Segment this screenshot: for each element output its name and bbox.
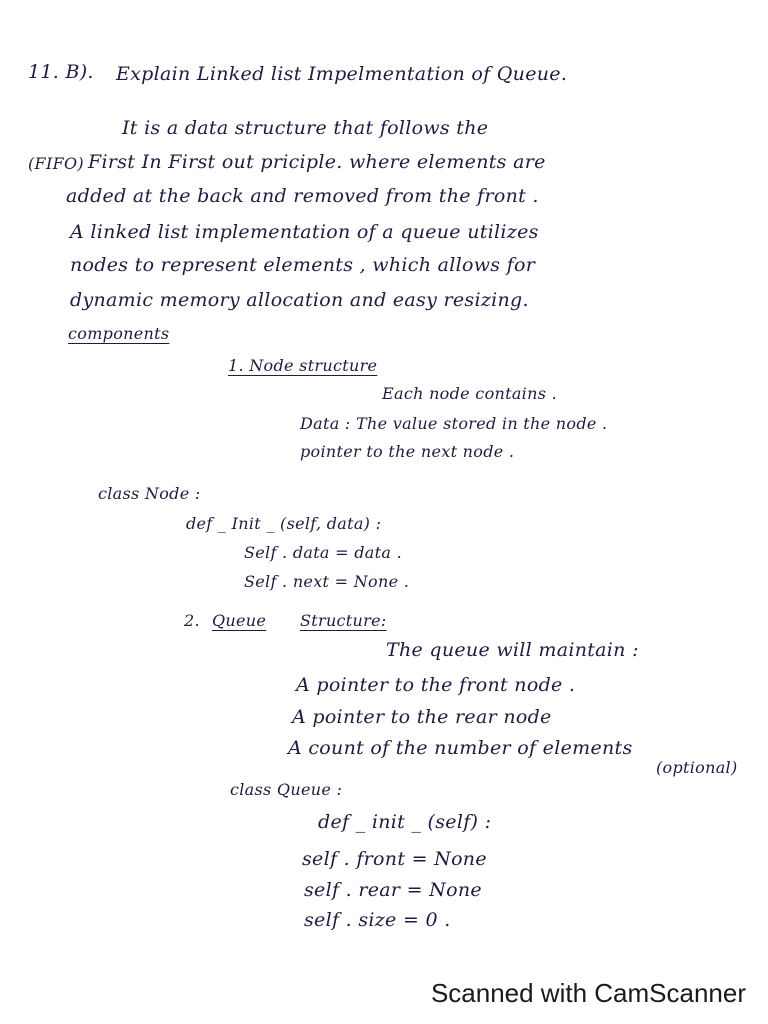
- node-structure-title: 1. Node structure: [228, 356, 378, 375]
- optional-note: (optional): [656, 758, 738, 777]
- queue-code-line-5: self . size = 0 .: [304, 909, 451, 931]
- queue-code-line-3: self . front = None: [302, 848, 487, 870]
- node-code-line-1: class Node :: [98, 484, 201, 503]
- queue-structure-number: 2.: [184, 611, 200, 630]
- intro-line-2: First In First out priciple. where elements are: [88, 151, 546, 173]
- queue-structure-line-1: The queue will maintain :: [386, 639, 639, 661]
- intro-line-1: It is a data structure that follows the: [122, 117, 489, 139]
- intro-line-6: dynamic memory allocation and easy resizing.: [70, 289, 529, 311]
- queue-structure-line-3: A pointer to the rear node: [292, 706, 552, 728]
- queue-code-line-2: def _ init _ (self) :: [318, 811, 492, 833]
- node-structure-line-2: Data : The value stored in the node .: [300, 414, 608, 433]
- queue-structure-word-structure: Structure:: [300, 611, 387, 630]
- node-structure-line-3: pointer to the next node .: [300, 442, 515, 461]
- components-label: components: [68, 324, 170, 343]
- node-code-line-3: Self . data = data .: [244, 543, 402, 562]
- queue-structure-word-queue: Queue: [212, 611, 267, 630]
- queue-code-line-1: class Queue :: [230, 780, 343, 799]
- intro-line-5: nodes to represent elements , which allows for: [70, 254, 536, 276]
- node-structure-line-1: Each node contains .: [382, 384, 557, 403]
- fifo-tag: (FIFO): [28, 154, 84, 173]
- node-code-line-4: Self . next = None .: [244, 572, 410, 591]
- queue-code-line-4: self . rear = None: [304, 879, 482, 901]
- camscanner-watermark: Scanned with CamScanner: [430, 978, 746, 1008]
- node-code-line-2: def _ Init _ (self, data) :: [186, 514, 382, 533]
- question-title: Explain Linked list Impelmentation of Queue.: [116, 63, 568, 85]
- question-number: 11. B).: [28, 61, 94, 83]
- queue-structure-line-2: A pointer to the front node .: [296, 674, 576, 696]
- queue-structure-line-4: A count of the number of elements: [288, 737, 633, 759]
- intro-line-4: A linked list implementation of a queue utilizes: [70, 221, 539, 243]
- intro-line-3: added at the back and removed from the front .: [66, 185, 539, 207]
